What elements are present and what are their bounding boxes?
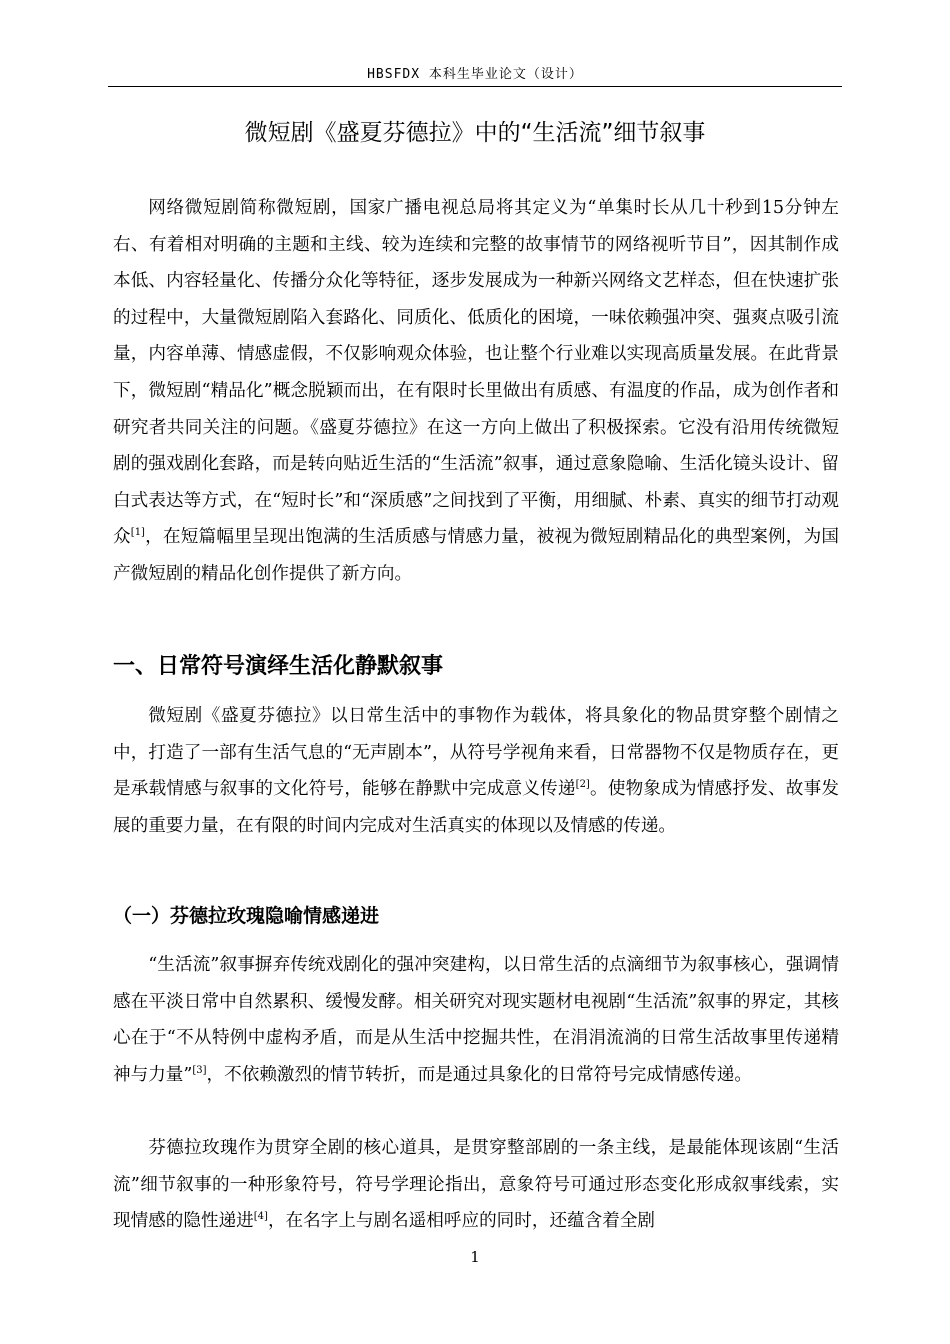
subsection1-text-2: 芬德拉玫瑰作为贯穿全剧的核心道具，是贯穿整部剧的一条主线，是最能体现该剧“生活流”细节叙事的一种形象符号，符号学理论指出，意象符号可通过形态变化形成叙事线索，实现情感的隐性递进 <box>113 1138 839 1232</box>
intro-text-continued: ，在短篇幅里呈现出饱满的生活质感与情感力量，被视为微短剧精品化的典型案例，为国产微短剧的精品化创作提供了新方向。 <box>113 527 839 584</box>
intro-text: 网络微短剧简称微短剧，国家广播电视总局将其定义为“单集时长从几十秒到15分钟左右、有着相对明确的主题和主线、较为连续和完整的故事情节的网络视听节目”，因其制作成本低、内容轻量化、传播分众化等特征，逐步发展成为一种新兴网络文艺样态，但在快速扩张的过程中，大量微短剧陷入套路化、同质化、低质化的困境，一味依赖强冲突、强爽点吸引流量，内容单薄、情感虚假，不仅影响观众体验，也让整个行业难以实现高质量发展。在此背景下，微短剧“精品化”概念脱颖而出，在有限时长里做出有质感、有温度的作品，成为创作者和研究者共同关注的问题。《盛夏芬德拉》在这一方向上做出了积极探索。它没有沿用传统微短剧的强戏剧化套路，而是转向贴近生活的“生活流”叙事，通过意象隐喻、生活化镜头设计、留白式表达等方式，在“短时长”和“深质感”之间找到了平衡，用细腻、朴素、真实的细节打动观众 <box>113 198 839 548</box>
subsection1-text-2-continued: ，在名字上与剧名遥相呼应的同时，还蕴含着全剧 <box>267 1211 656 1232</box>
header-rule <box>108 86 842 87</box>
subsection1-paragraph-1 <box>113 947 839 1093</box>
paper-title: 微短剧《盛夏芬德拉》中的“生活流”细节叙事 <box>244 120 706 146</box>
page-number: 1 <box>470 1248 480 1266</box>
running-header: HBSFDX 本科生毕业论文（设计） <box>367 67 583 82</box>
subsection-heading-1: （一）芬德拉玫瑰隐喻情感递进 <box>113 905 380 927</box>
section1-text: 微短剧《盛夏芬德拉》以日常生活中的事物作为载体，将具象化的物品贯穿整个剧情之中，打造了一部有生活气息的“无声剧本”，从符号学视角来看，日常器物不仅是物质存在，更是承载情感与叙事的文化符号，能够在静默中完成意义传递 <box>113 706 839 800</box>
citation-2: [2] <box>575 779 590 791</box>
section-heading-1: 一、日常符号演绎生活化静默叙事 <box>113 654 444 679</box>
subsection1-paragraph-2 <box>113 1130 839 1240</box>
citation-3: [3] <box>192 1064 207 1076</box>
subsection1-text-1-continued: ，不依赖激烈的情节转折，而是通过具象化的日常符号完成情感传递。 <box>206 1064 752 1085</box>
subsection1-text-1: “生活流”叙事摒弃传统戏剧化的强冲突建构，以日常生活的点滴细节为叙事核心，强调情感在平淡日常中自然累积、缓慢发酵。相关研究对现实题材电视剧“生活流”叙事的界定，其核心在于“不从特例中虚构矛盾，而是从生活中挖掘共性，在涓涓流淌的日常生活故事里传递精神与力量” <box>113 955 839 1085</box>
section1-paragraph <box>113 698 839 844</box>
intro-paragraph <box>113 190 839 593</box>
citation-4: [4] <box>253 1211 268 1223</box>
section1-text-continued: 。使物象成为情感抒发、故事发展的重要力量，在有限的时间内完成对生活真实的体现以及情感的传递。 <box>113 779 839 836</box>
citation-1: [1] <box>130 527 145 539</box>
